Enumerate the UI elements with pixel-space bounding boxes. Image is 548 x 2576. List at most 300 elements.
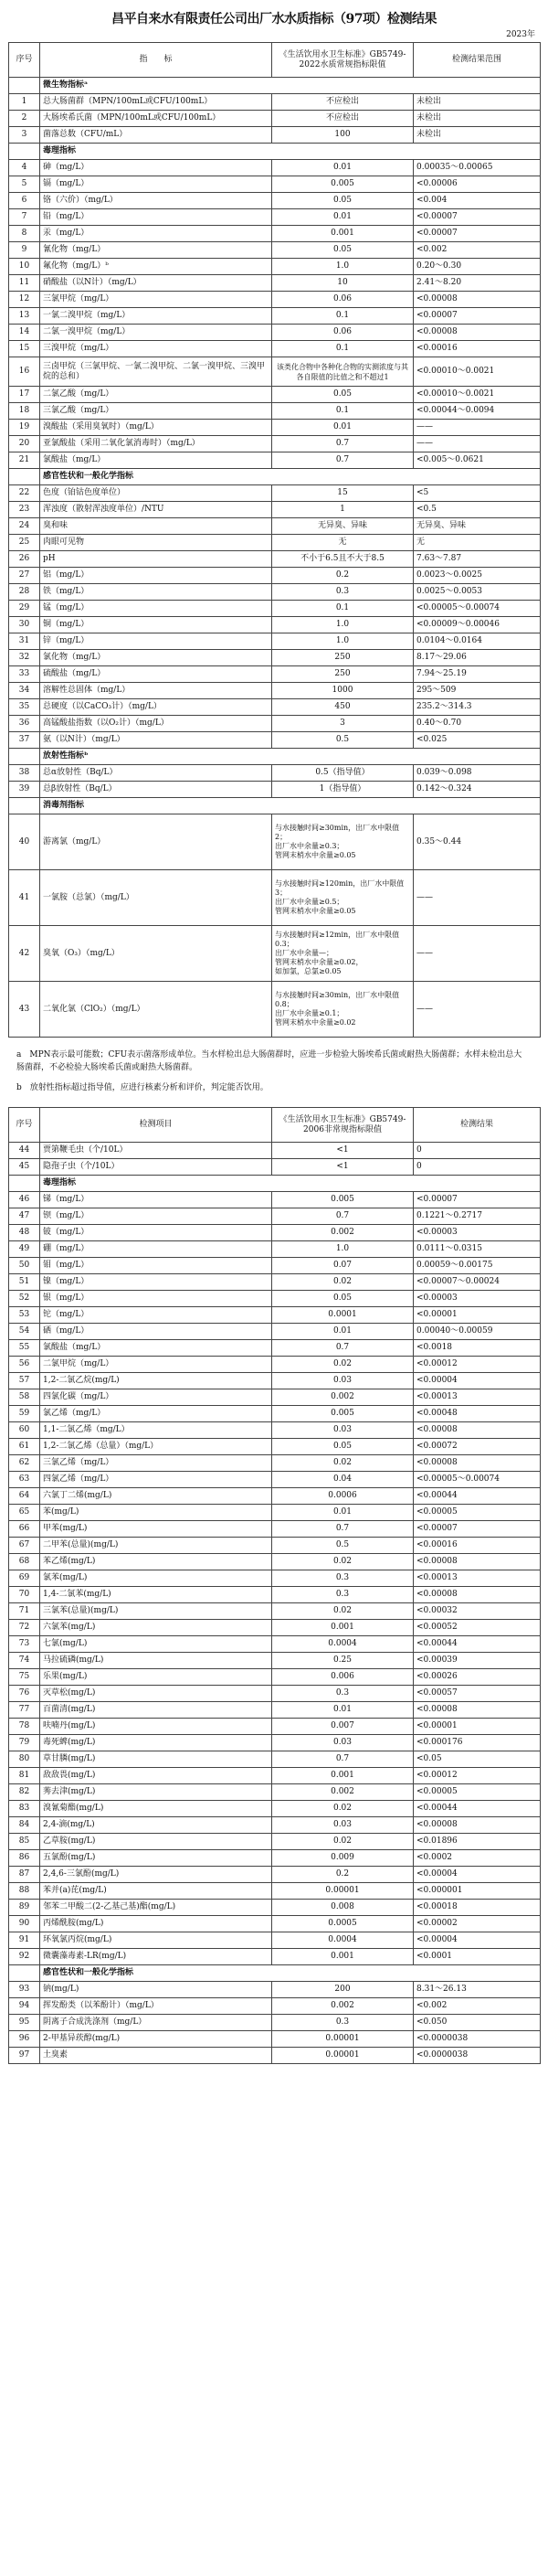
row-no: 67 xyxy=(9,1538,40,1554)
row-result: 0.0025～0.0053 xyxy=(414,584,541,601)
row-no: 52 xyxy=(9,1291,40,1307)
row-no: 41 xyxy=(9,870,40,926)
row-limit: 0.01 xyxy=(272,1505,414,1521)
row-limit: 250 xyxy=(272,650,414,666)
row-no: 85 xyxy=(9,1834,40,1850)
table-row xyxy=(9,485,541,502)
row-result: <0.00013 xyxy=(414,1389,541,1406)
table-row xyxy=(9,584,541,601)
row-result: 235.2～314.3 xyxy=(414,699,541,716)
row-no: 75 xyxy=(9,1669,40,1686)
row-limit: 0.02 xyxy=(272,1801,414,1817)
row-name: 铍（mg/L） xyxy=(40,1225,272,1241)
row-name: 氯酸盐（mg/L） xyxy=(40,1340,272,1357)
row-result: <0.00052 xyxy=(414,1620,541,1636)
row-name: 锰（mg/L） xyxy=(40,601,272,617)
section-label: 感官性状和一般化学指标 xyxy=(40,1965,541,1982)
row-no: 60 xyxy=(9,1422,40,1439)
row-limit: 0.001 xyxy=(272,1620,414,1636)
table-row xyxy=(9,982,541,1038)
row-result: <0.050 xyxy=(414,2015,541,2031)
section-no-cell xyxy=(9,144,40,160)
table-row xyxy=(9,699,541,716)
row-result: <0.00007 xyxy=(414,1521,541,1538)
section-row xyxy=(9,469,541,485)
row-limit: 200 xyxy=(272,1982,414,1998)
row-result: <0.025 xyxy=(414,732,541,749)
row-limit: 0.05 xyxy=(272,387,414,403)
row-limit: 0.05 xyxy=(272,1439,414,1455)
row-limit: 不应检出 xyxy=(272,111,414,127)
row-name: 灭草松(mg/L) xyxy=(40,1686,272,1702)
row-result: <0.00007 xyxy=(414,308,541,325)
table-row xyxy=(9,1357,541,1373)
row-limit: 0.2 xyxy=(272,1867,414,1883)
row-result: <0.00004 xyxy=(414,1867,541,1883)
row-limit: 0.002 xyxy=(272,1998,414,2015)
row-limit: 0.02 xyxy=(272,1554,414,1570)
table-row xyxy=(9,1389,541,1406)
row-limit: 0.07 xyxy=(272,1258,414,1274)
table-row xyxy=(9,436,541,452)
row-name: 硼（mg/L） xyxy=(40,1241,272,1258)
section-row xyxy=(9,798,541,814)
row-result: 无异臭、异味 xyxy=(414,518,541,535)
row-result: <0.004 xyxy=(414,193,541,209)
row-no: 48 xyxy=(9,1225,40,1241)
table-row xyxy=(9,1850,541,1867)
row-result: <0.00003 xyxy=(414,1291,541,1307)
row-no: 68 xyxy=(9,1554,40,1570)
row-no: 66 xyxy=(9,1521,40,1538)
row-no: 88 xyxy=(9,1883,40,1900)
row-no: 39 xyxy=(9,782,40,798)
row-result: <0.00005～0.00074 xyxy=(414,601,541,617)
row-no: 54 xyxy=(9,1324,40,1340)
table-row xyxy=(9,617,541,633)
row-name: 铊（mg/L） xyxy=(40,1307,272,1324)
row-limit: 0.005 xyxy=(272,1192,414,1208)
row-name: 游离氯（mg/L） xyxy=(40,814,272,870)
row-limit: 不应检出 xyxy=(272,94,414,111)
footnote-a: a MPN表示最可能数；CFU表示菌落形成单位。当水样检出总大肠菌群时，应进一步检验大肠埃希氏菌或耐热大肠菌群；水样未检出总大肠菌群，不必检验大肠埃希氏菌或耐热大肠菌群。 xyxy=(16,1050,522,1072)
row-limit: 0.00001 xyxy=(272,1883,414,1900)
row-limit: 0.00001 xyxy=(272,2031,414,2048)
table-row xyxy=(9,1521,541,1538)
row-limit: 1（指导值） xyxy=(272,782,414,798)
row-name: 氯乙烯（mg/L） xyxy=(40,1406,272,1422)
row-result: <0.00008 xyxy=(414,325,541,341)
row-result: <0.0001 xyxy=(414,1949,541,1965)
row-no: 78 xyxy=(9,1719,40,1735)
table-row xyxy=(9,1834,541,1850)
row-limit: 15 xyxy=(272,485,414,502)
row-limit: 0.03 xyxy=(272,1735,414,1751)
header-indicator: 指 标 xyxy=(40,43,272,78)
table-row xyxy=(9,226,541,242)
row-name: 硒（mg/L） xyxy=(40,1324,272,1340)
row-name: 钠(mg/L) xyxy=(40,1982,272,1998)
row-result: <0.00009～0.00046 xyxy=(414,617,541,633)
report-year: 2023年 xyxy=(506,30,535,39)
row-no: 36 xyxy=(9,716,40,732)
table-row xyxy=(9,1373,541,1389)
table-row xyxy=(9,1751,541,1768)
row-result: <0.00057 xyxy=(414,1686,541,1702)
row-no: 6 xyxy=(9,193,40,209)
row-no: 12 xyxy=(9,292,40,308)
row-no: 55 xyxy=(9,1340,40,1357)
row-name: 草甘膦(mg/L) xyxy=(40,1751,272,1768)
row-no: 3 xyxy=(9,127,40,144)
section-no-cell xyxy=(9,1176,40,1192)
row-result: <0.00007 xyxy=(414,1192,541,1208)
row-name: 铜（mg/L） xyxy=(40,617,272,633)
row-limit: 0.02 xyxy=(272,1274,414,1291)
row-limit: 0.04 xyxy=(272,1472,414,1488)
row-no: 90 xyxy=(9,1916,40,1932)
table-row xyxy=(9,870,541,926)
row-result: <0.00008 xyxy=(414,1702,541,1719)
page-title: 昌平自来水有限责任公司出厂水水质指标（97项）检测结果 xyxy=(111,12,437,27)
row-result: <0.00010～0.0021 xyxy=(414,387,541,403)
row-result: <0.00003 xyxy=(414,1225,541,1241)
row-result: 7.63～7.87 xyxy=(414,551,541,568)
table-row xyxy=(9,275,541,292)
table-row xyxy=(9,1702,541,1719)
row-no: 22 xyxy=(9,485,40,502)
row-no: 29 xyxy=(9,601,40,617)
row-name: 铝（mg/L） xyxy=(40,568,272,584)
table-row xyxy=(9,502,541,518)
row-name: 呋喃丹(mg/L) xyxy=(40,1719,272,1735)
row-name: 三氯苯(总量)(mg/L) xyxy=(40,1603,272,1620)
row-no: 58 xyxy=(9,1389,40,1406)
row-result: 0.1221～0.2717 xyxy=(414,1208,541,1225)
row-no: 2 xyxy=(9,111,40,127)
row-name: 总硬度（以CaCO₃计）（mg/L） xyxy=(40,699,272,716)
row-name: 汞（mg/L） xyxy=(40,226,272,242)
row-no: 21 xyxy=(9,452,40,469)
row-no: 56 xyxy=(9,1357,40,1373)
row-name: 隐孢子虫（个/10L） xyxy=(40,1159,272,1176)
row-limit: 1.0 xyxy=(272,1241,414,1258)
row-no: 73 xyxy=(9,1636,40,1653)
row-result: <0.00072 xyxy=(414,1439,541,1455)
row-no: 86 xyxy=(9,1850,40,1867)
section-no-cell xyxy=(9,1965,40,1982)
row-result: <5 xyxy=(414,485,541,502)
row-name: 铅（mg/L） xyxy=(40,209,272,226)
row-name: 亚氯酸盐（采用二氧化氯消毒时）（mg/L） xyxy=(40,436,272,452)
row-name: 镉（mg/L） xyxy=(40,176,272,193)
row-result: —— xyxy=(414,982,541,1038)
table-row xyxy=(9,1472,541,1488)
table-row xyxy=(9,666,541,683)
row-name: 1,2-二氯乙烷(mg/L) xyxy=(40,1373,272,1389)
row-result: <0.00013 xyxy=(414,1570,541,1587)
row-name: 三卤甲烷（三氯甲烷、一氯二溴甲烷、二氯一溴甲烷、三溴甲烷的总和） xyxy=(40,357,272,387)
row-no: 37 xyxy=(9,732,40,749)
table-row xyxy=(9,1291,541,1307)
row-result: 未检出 xyxy=(414,127,541,144)
table-row xyxy=(9,765,541,782)
row-no: 70 xyxy=(9,1587,40,1603)
table-row xyxy=(9,1258,541,1274)
row-result: <0.00006 xyxy=(414,176,541,193)
row-name: 色度（铂钴色度单位） xyxy=(40,485,272,502)
row-result: <0.00018 xyxy=(414,1900,541,1916)
table-row xyxy=(9,2031,541,2048)
row-result: —— xyxy=(414,926,541,982)
table-row xyxy=(9,1932,541,1949)
limit-line: 出厂水中余量≥0.3； xyxy=(275,842,344,850)
table-row xyxy=(9,732,541,749)
row-no: 27 xyxy=(9,568,40,584)
table-row xyxy=(9,1538,541,1554)
row-limit: 无 xyxy=(272,535,414,551)
row-result: 0 xyxy=(414,1143,541,1159)
section-row xyxy=(9,1965,541,1982)
row-name: 二氧化氯（ClO₂）（mg/L） xyxy=(40,982,272,1038)
row-limit: 0.2 xyxy=(272,568,414,584)
section-label: 放射性指标ᵇ xyxy=(40,749,541,765)
row-limit: 0.02 xyxy=(272,1834,414,1850)
row-result: 8.17～29.06 xyxy=(414,650,541,666)
row-name: 氰化物（mg/L） xyxy=(40,242,272,259)
row-no: 82 xyxy=(9,1784,40,1801)
table-row xyxy=(9,1406,541,1422)
row-result: <0.00048 xyxy=(414,1406,541,1422)
row-name: 莠去津(mg/L) xyxy=(40,1784,272,1801)
table-row xyxy=(9,633,541,650)
row-name: 五氯酚(mg/L) xyxy=(40,1850,272,1867)
row-no: 74 xyxy=(9,1653,40,1669)
table-row xyxy=(9,259,541,275)
row-limit: 0.0001 xyxy=(272,1307,414,1324)
row-no: 69 xyxy=(9,1570,40,1587)
table-row xyxy=(9,1636,541,1653)
row-result: <0.00012 xyxy=(414,1768,541,1784)
table-row xyxy=(9,518,541,535)
row-no: 91 xyxy=(9,1932,40,1949)
table-row xyxy=(9,94,541,111)
row-name: 1,2-二氯乙烯（总量）（mg/L） xyxy=(40,1439,272,1455)
row-no: 87 xyxy=(9,1867,40,1883)
row-result: 2.41～8.20 xyxy=(414,275,541,292)
table-row xyxy=(9,403,541,420)
row-no: 84 xyxy=(9,1817,40,1834)
row-limit: 0.01 xyxy=(272,420,414,436)
row-result: 295～509 xyxy=(414,683,541,699)
row-result: <0.000176 xyxy=(414,1735,541,1751)
row-limit: 0.5 xyxy=(272,732,414,749)
row-no: 11 xyxy=(9,275,40,292)
table-row xyxy=(9,1274,541,1291)
row-name: 氟化物（mg/L）ᵇ xyxy=(40,259,272,275)
row-no: 16 xyxy=(9,357,40,387)
row-name: 1,4-二氯苯(mg/L) xyxy=(40,1587,272,1603)
row-name: 阴离子合成洗涤剂（mg/L） xyxy=(40,2015,272,2031)
section-no-cell xyxy=(9,469,40,485)
row-name: 臭和味 xyxy=(40,518,272,535)
table-row xyxy=(9,1225,541,1241)
row-limit: 0.01 xyxy=(272,209,414,226)
limit-line: 管网末梢水中余量≥0.05 xyxy=(275,851,356,859)
row-limit: 0.006 xyxy=(272,1669,414,1686)
row-limit: 0.3 xyxy=(272,1587,414,1603)
row-no: 26 xyxy=(9,551,40,568)
section-row xyxy=(9,144,541,160)
row-limit xyxy=(272,870,414,926)
table-row xyxy=(9,452,541,469)
row-name: 2,4,6-三氯酚(mg/L) xyxy=(40,1867,272,1883)
row-name: 一氯胺（总氯）（mg/L） xyxy=(40,870,272,926)
table-row xyxy=(9,1768,541,1784)
row-no: 95 xyxy=(9,2015,40,2031)
table-row xyxy=(9,683,541,699)
row-name: 百菌清(mg/L) xyxy=(40,1702,272,1719)
row-limit: 1.0 xyxy=(272,617,414,633)
row-limit: 无异臭、异味 xyxy=(272,518,414,535)
row-result: <0.00007 xyxy=(414,209,541,226)
section-row xyxy=(9,78,541,94)
row-result: <0.00007 xyxy=(414,226,541,242)
row-limit: 0.7 xyxy=(272,1340,414,1357)
row-no: 18 xyxy=(9,403,40,420)
row-name: 六氯丁二烯(mg/L) xyxy=(40,1488,272,1505)
limit-line: 与水接触时间≥30min，出厂水中限值0.8； xyxy=(275,991,400,1008)
row-result: <0.0018 xyxy=(414,1340,541,1357)
section-label: 毒理指标 xyxy=(40,144,541,160)
row-name: 六氯苯(mg/L) xyxy=(40,1620,272,1636)
row-result: 0.00040～0.00059 xyxy=(414,1324,541,1340)
row-no: 49 xyxy=(9,1241,40,1258)
row-name: 2-甲基异莰醇(mg/L) xyxy=(40,2031,272,2048)
row-limit: 0.7 xyxy=(272,1208,414,1225)
row-no: 19 xyxy=(9,420,40,436)
row-limit: 0.25 xyxy=(272,1653,414,1669)
row-name: 大肠埃希氏菌（MPN/100mL或CFU/100mL） xyxy=(40,111,272,127)
row-no: 92 xyxy=(9,1949,40,1965)
table-row xyxy=(9,551,541,568)
row-limit: 0.01 xyxy=(272,160,414,176)
table-row xyxy=(9,1867,541,1883)
row-name: 三氯甲烷（mg/L） xyxy=(40,292,272,308)
table-row xyxy=(9,292,541,308)
row-no: 40 xyxy=(9,814,40,870)
row-no: 61 xyxy=(9,1439,40,1455)
limit-line: 出厂水中余量≥0.5； xyxy=(275,898,344,906)
row-result: <0.00016 xyxy=(414,1538,541,1554)
row-limit: 0.3 xyxy=(272,584,414,601)
row-limit: 0.7 xyxy=(272,452,414,469)
row-name: 敌敌畏(mg/L) xyxy=(40,1768,272,1784)
row-no: 81 xyxy=(9,1768,40,1784)
row-result: <0.00005～0.00074 xyxy=(414,1472,541,1488)
table-row xyxy=(9,1982,541,1998)
row-result: 0.0111～0.0315 xyxy=(414,1241,541,1258)
row-result: <0.002 xyxy=(414,1998,541,2015)
row-no: 53 xyxy=(9,1307,40,1324)
row-no: 23 xyxy=(9,502,40,518)
table-row xyxy=(9,535,541,551)
table-row xyxy=(9,1422,541,1439)
row-name: 臭氧（O₃）（mg/L） xyxy=(40,926,272,982)
row-name: 毒死蜱(mg/L) xyxy=(40,1735,272,1751)
row-limit: 0.005 xyxy=(272,176,414,193)
row-result: <0.000001 xyxy=(414,1883,541,1900)
table-row xyxy=(9,176,541,193)
row-no: 79 xyxy=(9,1735,40,1751)
row-name: 二甲苯(总量)(mg/L) xyxy=(40,1538,272,1554)
row-name: 氯酸盐（mg/L） xyxy=(40,452,272,469)
table-row xyxy=(9,1620,541,1636)
row-limit: 450 xyxy=(272,699,414,716)
row-limit: 0.001 xyxy=(272,226,414,242)
row-result: 8.31～26.13 xyxy=(414,1982,541,1998)
row-name: 三氯乙烯（mg/L） xyxy=(40,1455,272,1472)
table-row xyxy=(9,193,541,209)
row-limit: 0.05 xyxy=(272,242,414,259)
row-no: 43 xyxy=(9,982,40,1038)
row-name: 微囊藻毒素-LR(mg/L) xyxy=(40,1949,272,1965)
row-limit: 10 xyxy=(272,275,414,292)
row-no: 34 xyxy=(9,683,40,699)
row-limit: 0.001 xyxy=(272,1949,414,1965)
row-no: 33 xyxy=(9,666,40,683)
row-limit: 0.1 xyxy=(272,308,414,325)
table-row xyxy=(9,1817,541,1834)
indicator-table-extended-body xyxy=(9,1108,541,2064)
table-row xyxy=(9,325,541,341)
row-name: 马拉硫磷(mg/L) xyxy=(40,1653,272,1669)
table-header-row xyxy=(9,1108,541,1143)
header-no: 序号 xyxy=(9,43,40,78)
row-result: <0.0000038 xyxy=(414,2031,541,2048)
row-result: 0.00035～0.00065 xyxy=(414,160,541,176)
table-row xyxy=(9,387,541,403)
row-no: 51 xyxy=(9,1274,40,1291)
row-result: <0.00010～0.0021 xyxy=(414,357,541,387)
row-name: 1,1-二氯乙烯（mg/L） xyxy=(40,1422,272,1439)
table-row xyxy=(9,782,541,798)
row-result: 0.142～0.324 xyxy=(414,782,541,798)
row-no: 57 xyxy=(9,1373,40,1389)
table-row xyxy=(9,357,541,387)
row-limit: 0.1 xyxy=(272,601,414,617)
row-limit: 1000 xyxy=(272,683,414,699)
row-limit: 0.06 xyxy=(272,325,414,341)
row-no: 46 xyxy=(9,1192,40,1208)
row-name: 溴酸盐（采用臭氧时）（mg/L） xyxy=(40,420,272,436)
row-limit: 0.05 xyxy=(272,193,414,209)
row-name: 镍（mg/L） xyxy=(40,1274,272,1291)
table-row xyxy=(9,716,541,732)
row-no: 47 xyxy=(9,1208,40,1225)
row-name: 二氯一溴甲烷（mg/L） xyxy=(40,325,272,341)
row-limit: 0.03 xyxy=(272,1817,414,1834)
row-no: 94 xyxy=(9,1998,40,2015)
table-row xyxy=(9,814,541,870)
row-name: 砷（mg/L） xyxy=(40,160,272,176)
table-row xyxy=(9,568,541,584)
row-limit: 0.06 xyxy=(272,292,414,308)
row-name: 环氧氯丙烷(mg/L) xyxy=(40,1932,272,1949)
row-result: <0.00044 xyxy=(414,1636,541,1653)
row-no: 77 xyxy=(9,1702,40,1719)
row-limit: 0.008 xyxy=(272,1900,414,1916)
